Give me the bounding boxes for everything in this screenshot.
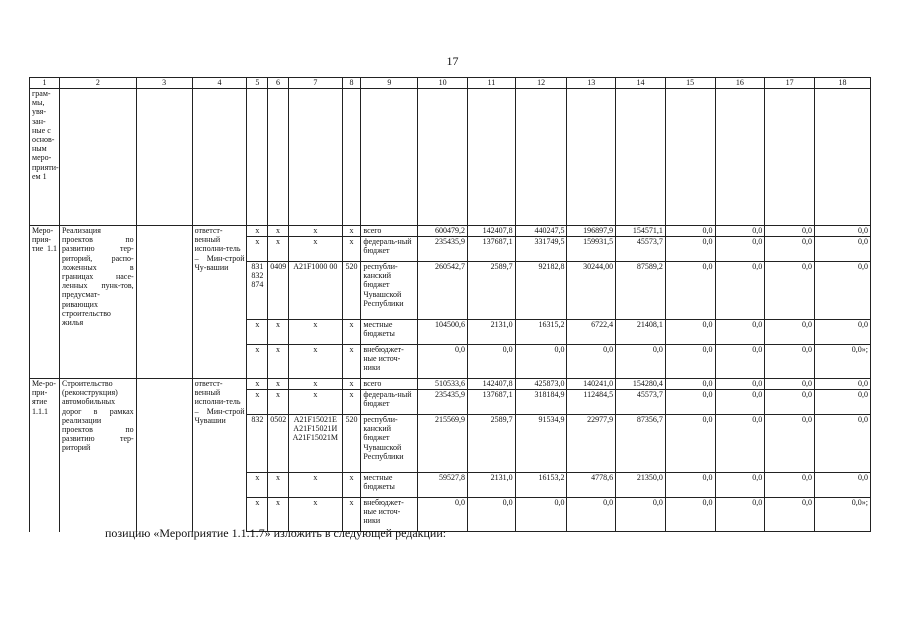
column-number-cell: 7 [288, 78, 342, 89]
amount-cell: 0,0 [814, 390, 870, 415]
column-number-cell: 2 [60, 78, 137, 89]
amount-cell: 87589,2 [616, 262, 666, 320]
code-cell: x [288, 379, 342, 390]
code-cell: A21F15021E A21F15021И A21F15021M [288, 415, 342, 473]
measure-name-cell: Строительство (реконструкция) автомобильных дорог в рамках реализации проектов по развитию тер-риторий [60, 379, 137, 532]
code-cell: x [288, 345, 342, 379]
budget-row [30, 226, 871, 237]
code-cell: всего [361, 379, 418, 390]
amount-cell: 260542,7 [418, 262, 468, 320]
amount-cell: 600479,2 [418, 226, 468, 237]
amount-cell: 318184,9 [515, 390, 567, 415]
amount-cell: 0,0 [715, 320, 765, 345]
amount-cell: 0,0 [765, 498, 815, 532]
amount-cell: 0,0»; [814, 345, 870, 379]
budget-table [29, 77, 871, 532]
amount-cell: 45573,7 [616, 237, 666, 262]
amount-cell: 91534,9 [515, 415, 567, 473]
amount-cell: 0,0 [765, 379, 815, 390]
column-number-cell: 8 [342, 78, 361, 89]
amount-cell: 235435,9 [418, 390, 468, 415]
amount-cell: 0,0 [665, 473, 715, 498]
column-number-cell: 3 [136, 78, 192, 89]
code-cell: 520 [342, 415, 361, 473]
code-cell: федераль-ный бюджет [361, 237, 418, 262]
amount-cell: 0,0 [765, 262, 815, 320]
code-cell: x [268, 320, 289, 345]
amount-cell: 215569,9 [418, 415, 468, 473]
amount-cell: 0,0 [765, 390, 815, 415]
column-number-cell: 13 [567, 78, 616, 89]
amount-cell: 0,0 [814, 262, 870, 320]
code-cell: x [342, 498, 361, 532]
amount-cell: 0,0 [765, 415, 815, 473]
code-cell: внебюджет-ные источ-ники [361, 498, 418, 532]
amount-cell: 0,0 [616, 498, 666, 532]
amount-cell: 137687,1 [468, 237, 516, 262]
code-cell: x [288, 390, 342, 415]
amount-cell: 159931,5 [567, 237, 616, 262]
amount-cell: 0,0 [665, 345, 715, 379]
amount-cell: 0,0 [715, 473, 765, 498]
amount-cell: 235435,9 [418, 237, 468, 262]
column-number-cell: 11 [468, 78, 516, 89]
amount-cell: 2589,7 [468, 262, 516, 320]
amount-cell: 112484,5 [567, 390, 616, 415]
amount-cell: 16315,2 [515, 320, 567, 345]
code-cell: 831 832 874 [247, 262, 268, 320]
amount-cell: 0,0 [468, 345, 516, 379]
amount-cell: 140241,0 [567, 379, 616, 390]
code-cell: 520 [342, 262, 361, 320]
code-cell: федераль-ный бюджет [361, 390, 418, 415]
code-cell: x [247, 390, 268, 415]
amount-cell: 0,0 [665, 262, 715, 320]
code-cell: республи-канский бюджет Чувашской Республики [361, 415, 418, 473]
code-cell: внебюджет-ные источ-ники [361, 345, 418, 379]
code-cell: x [247, 473, 268, 498]
amount-cell: 21408,1 [616, 320, 666, 345]
code-cell: 0409 [268, 262, 289, 320]
amount-cell: 0,0 [765, 345, 815, 379]
column-number-cell: 16 [715, 78, 765, 89]
amount-cell: 425873,0 [515, 379, 567, 390]
amount-cell: 0,0 [418, 345, 468, 379]
executor-cell: ответст-венный исполни-тель – Мин-строй Чувашии [192, 379, 247, 532]
amount-cell: 0,0 [515, 345, 567, 379]
amount-cell: 0,0 [715, 345, 765, 379]
code-cell: местные бюджеты [361, 473, 418, 498]
code-cell: всего [361, 226, 418, 237]
code-cell: x [247, 379, 268, 390]
code-cell: x [288, 320, 342, 345]
amount-cell: 0,0 [616, 345, 666, 379]
continuation-program-cell: грам-мы, увя-зан-ные с основ-ным меро-прияти-ем 1 [30, 89, 60, 226]
code-cell: x [288, 473, 342, 498]
amount-cell: 440247,5 [515, 226, 567, 237]
amount-cell: 0,0 [814, 320, 870, 345]
amount-cell: 0,0 [515, 498, 567, 532]
amount-cell: 0,0 [765, 320, 815, 345]
code-cell: x [288, 237, 342, 262]
measure-name-cell: Реализация проектов по развитию тер-риторий, распо-ложенных в границах насе-ленных пунк-тов, предусмат-ривающих строительство жилья [60, 226, 137, 379]
measure-number-cell: Меро-прия-тие 1.1 [30, 226, 60, 379]
amount-cell: 0,0 [814, 379, 870, 390]
amount-cell: 0,0 [567, 498, 616, 532]
column-number-cell: 12 [515, 78, 567, 89]
code-cell: x [247, 237, 268, 262]
amount-cell: 0,0 [814, 415, 870, 473]
amount-cell: 137687,1 [468, 390, 516, 415]
amount-cell: 0,0 [715, 390, 765, 415]
amount-cell: 0,0 [715, 262, 765, 320]
amount-cell: 59527,8 [418, 473, 468, 498]
amount-cell: 142407,8 [468, 379, 516, 390]
amount-cell: 0,0 [715, 498, 765, 532]
column-number-cell: 4 [192, 78, 247, 89]
amount-cell: 0,0 [814, 237, 870, 262]
measure-number-cell: Ме-ро-при-ятие 1.1.1 [30, 379, 60, 532]
column-number-cell: 14 [616, 78, 666, 89]
code-cell: x [268, 345, 289, 379]
code-cell: местные бюджеты [361, 320, 418, 345]
column-number-cell: 1 [30, 78, 60, 89]
code-cell: x [342, 320, 361, 345]
column-number-cell: 17 [765, 78, 815, 89]
code-cell: x [268, 237, 289, 262]
continuation-row [30, 89, 871, 226]
amount-cell: 196897,9 [567, 226, 616, 237]
column-number-cell: 9 [361, 78, 418, 89]
amount-cell: 0,0 [665, 390, 715, 415]
amount-cell: 0,0 [715, 237, 765, 262]
code-cell: x [268, 390, 289, 415]
code-cell: x [247, 498, 268, 532]
page-number: 17 [446, 54, 459, 68]
column-number-cell: 15 [665, 78, 715, 89]
empty-cell [136, 379, 192, 532]
amount-cell: 0,0 [765, 473, 815, 498]
code-cell: x [342, 473, 361, 498]
amount-cell: 4778,6 [567, 473, 616, 498]
code-cell: x [247, 320, 268, 345]
amount-cell: 0,0 [567, 345, 616, 379]
amount-cell: 0,0 [665, 226, 715, 237]
amount-cell: 21350,0 [616, 473, 666, 498]
amount-cell: 0,0 [814, 226, 870, 237]
code-cell: x [342, 345, 361, 379]
amount-cell: 22977,9 [567, 415, 616, 473]
column-number-cell: 10 [418, 78, 468, 89]
code-cell: 0502 [268, 415, 289, 473]
code-cell: x [268, 226, 289, 237]
code-cell: x [342, 237, 361, 262]
amount-cell: 30244,00 [567, 262, 616, 320]
code-cell: x [342, 226, 361, 237]
column-number-row [30, 78, 871, 89]
empty-cell [136, 226, 192, 379]
code-cell: x [247, 345, 268, 379]
amount-cell: 0,0 [765, 237, 815, 262]
code-cell: x [268, 473, 289, 498]
amount-cell: 0,0 [665, 415, 715, 473]
amount-cell: 510533,6 [418, 379, 468, 390]
amount-cell: 0,0»; [814, 498, 870, 532]
amount-cell: 0,0 [418, 498, 468, 532]
amount-cell: 154280,4 [616, 379, 666, 390]
amount-cell: 0,0 [665, 320, 715, 345]
column-number-cell: 6 [268, 78, 289, 89]
amount-cell: 0,0 [765, 226, 815, 237]
code-cell: A21F1000 00 [288, 262, 342, 320]
amount-cell: 0,0 [715, 379, 765, 390]
column-number-cell: 18 [814, 78, 870, 89]
code-cell: x [288, 498, 342, 532]
amount-cell: 0,0 [715, 226, 765, 237]
amount-cell: 0,0 [665, 498, 715, 532]
amount-cell: 2131,0 [468, 320, 516, 345]
executor-cell: ответст-венный исполни-тель – Мин-строй Чу-вашии [192, 226, 247, 379]
amount-cell: 0,0 [814, 473, 870, 498]
amount-cell: 104500,6 [418, 320, 468, 345]
amount-cell: 0,0 [665, 379, 715, 390]
amount-cell: 87356,7 [616, 415, 666, 473]
code-cell: x [342, 390, 361, 415]
amount-cell: 6722,4 [567, 320, 616, 345]
amount-cell: 142407,8 [468, 226, 516, 237]
code-cell: x [268, 379, 289, 390]
code-cell: x [288, 226, 342, 237]
amount-cell: 2589,7 [468, 415, 516, 473]
code-cell: x [268, 498, 289, 532]
amount-cell: 0,0 [665, 237, 715, 262]
code-cell: республи-канский бюджет Чувашской Республики [361, 262, 418, 320]
budget-row [30, 379, 871, 390]
code-cell: 832 [247, 415, 268, 473]
amount-cell: 0,0 [715, 415, 765, 473]
code-cell: x [342, 379, 361, 390]
amount-cell: 16153,2 [515, 473, 567, 498]
amount-cell: 331749,5 [515, 237, 567, 262]
amount-cell: 45573,7 [616, 390, 666, 415]
amount-cell: 0,0 [468, 498, 516, 532]
amount-cell: 154571,1 [616, 226, 666, 237]
instruction-text: позицию «Мероприятие 1.1.1.7» изложить в следующей редакции: [105, 526, 447, 540]
amount-cell: 2131,0 [468, 473, 516, 498]
amount-cell: 92182,8 [515, 262, 567, 320]
column-number-cell: 5 [247, 78, 268, 89]
code-cell: x [247, 226, 268, 237]
